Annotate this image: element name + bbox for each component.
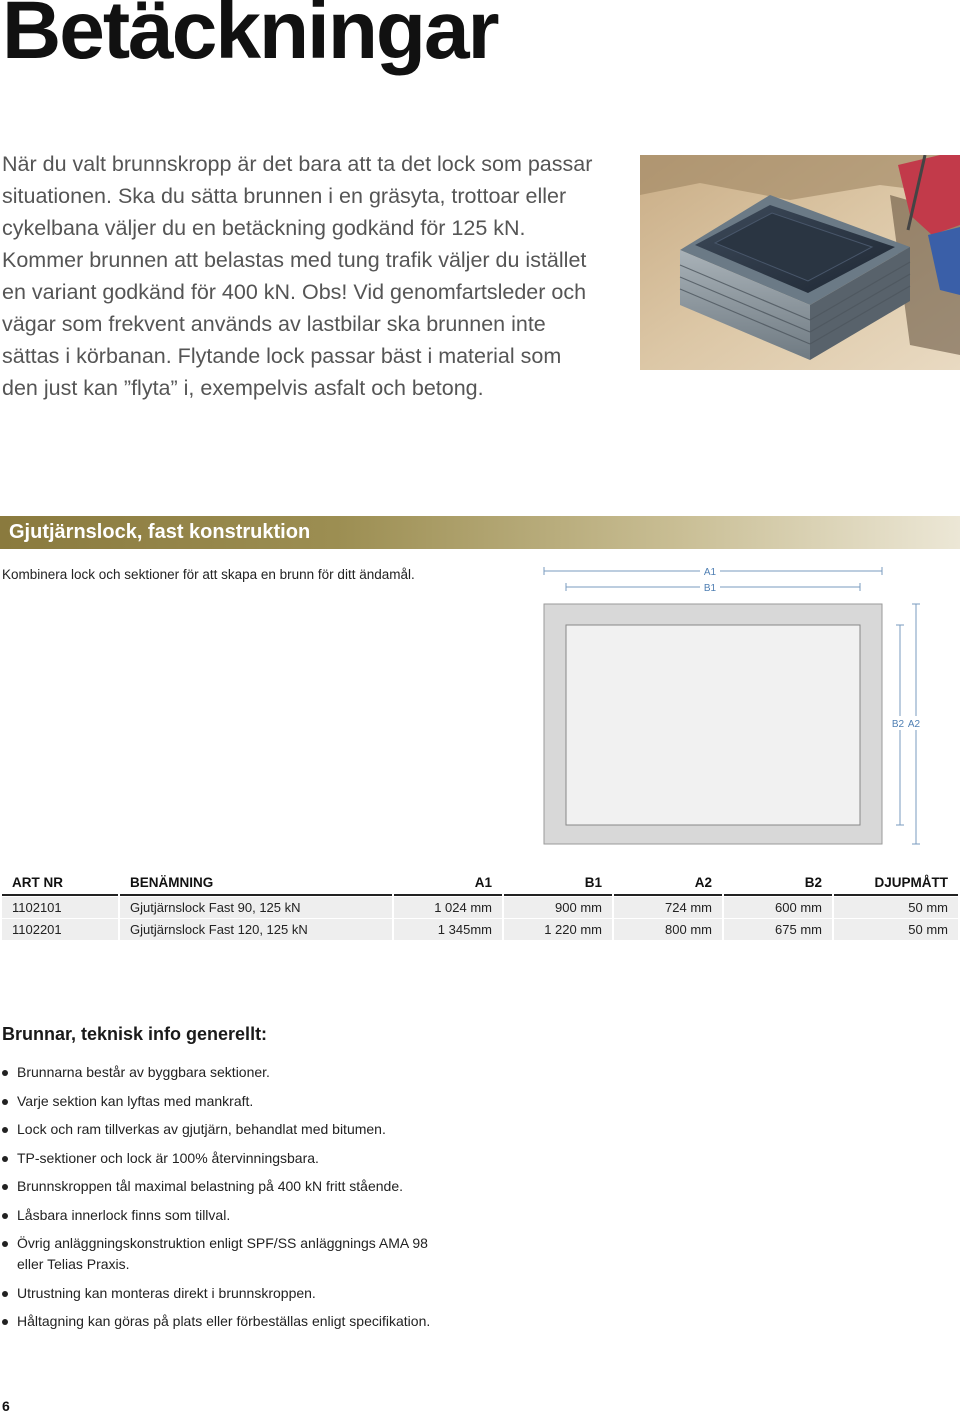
cell-a2: 724 mm	[614, 897, 722, 918]
bullet-icon	[2, 1156, 8, 1162]
label-a1: A1	[703, 567, 717, 578]
header-a2: A2	[614, 870, 722, 896]
list-item: Brunnskroppen tål maximal belastning på 400 kN fritt stående.	[0, 1176, 520, 1197]
product-photo	[640, 155, 960, 370]
cell-a1: 1 345mm	[394, 919, 502, 940]
table-header-row	[2, 870, 958, 896]
section-title-bar: Gjutjärnslock, fast konstruktion	[0, 516, 960, 549]
list-item: Utrustning kan monteras direkt i brunnskroppen.	[0, 1283, 520, 1304]
cell-benamning: Gjutjärnslock Fast 120, 125 kN	[120, 919, 392, 940]
bullet-icon	[2, 1213, 8, 1219]
list-item: Lock och ram tillverkas av gjutjärn, behandlat med bitumen.	[0, 1119, 520, 1140]
label-b2: B2	[891, 719, 905, 730]
list-item: TP-sektioner och lock är 100% återvinningsbara.	[0, 1148, 520, 1169]
label-b1: B1	[703, 583, 717, 594]
header-benamning: BENÄMNING	[120, 870, 392, 896]
list-item: Övrig anläggningskonstruktion enligt SPF/SS anläggnings AMA 98 eller Telias Praxis.	[0, 1233, 520, 1275]
bullet-icon	[2, 1241, 8, 1247]
page-title: Betäckningar	[2, 0, 498, 76]
header-a1: A1	[394, 870, 502, 896]
header-b1: B1	[504, 870, 612, 896]
list-item: Brunnarna består av byggbara sektioner.	[0, 1062, 520, 1083]
cell-djupmatt: 50 mm	[834, 897, 958, 918]
header-art-nr: ART NR	[2, 870, 118, 896]
cell-b1: 1 220 mm	[504, 919, 612, 940]
cell-art-nr: 1102101	[2, 897, 118, 918]
bullet-icon	[2, 1099, 8, 1105]
header-b2: B2	[724, 870, 832, 896]
cell-b1: 900 mm	[504, 897, 612, 918]
page-number: 6	[2, 1398, 10, 1414]
header-djupmatt: DJUPMÅTT	[834, 870, 958, 896]
cell-b2: 600 mm	[724, 897, 832, 918]
list-item: Varje sektion kan lyftas med mankraft.	[0, 1091, 520, 1112]
table-row	[2, 919, 958, 940]
cell-a2: 800 mm	[614, 919, 722, 940]
cell-b2: 675 mm	[724, 919, 832, 940]
specification-table	[0, 869, 960, 941]
bullet-icon	[2, 1291, 8, 1297]
intro-paragraph: När du valt brunnskropp är det bara att ta det lock som passar situationen. Ska du sätta brunnen i en gräsyta, trottoar eller cykelbana väljer du en betäckning godkänd för 125 kN. Kommer brunnen att belastas med tung trafik väljer du istället en variant godkänd för 400 kN. Obs! Vid genomfartsleder och vägar som frekvent används av lastbilar ska brunnen inte sättas i körbanan. Flytande lock passar bäst i material som den just kan ”flyta” i, exempelvis asfalt och betong.	[2, 152, 593, 400]
cell-benamning: Gjutjärnslock Fast 90, 125 kN	[120, 897, 392, 918]
list-item: Låsbara innerlock finns som tillval.	[0, 1205, 520, 1226]
cell-djupmatt: 50 mm	[834, 919, 958, 940]
bullet-icon	[2, 1319, 8, 1325]
bullet-icon	[2, 1127, 8, 1133]
lid-inner-plate	[566, 625, 860, 825]
bullet-icon	[2, 1070, 8, 1076]
lid-dimension-diagram	[530, 560, 930, 850]
manhole-photo-image	[640, 155, 960, 370]
bullet-icon	[2, 1184, 8, 1190]
list-item: Håltagning kan göras på plats eller förbeställas enligt specifikation.	[0, 1311, 520, 1332]
cell-a1: 1 024 mm	[394, 897, 502, 918]
info-heading: Brunnar, teknisk info generellt:	[2, 1024, 268, 1044]
table-row	[2, 897, 958, 918]
cell-art-nr: 1102201	[2, 919, 118, 940]
label-a2: A2	[907, 719, 921, 730]
info-list	[0, 1062, 520, 1340]
section-subtitle: Kombinera lock och sektioner för att skapa en brunn för ditt ändamål.	[2, 567, 415, 582]
